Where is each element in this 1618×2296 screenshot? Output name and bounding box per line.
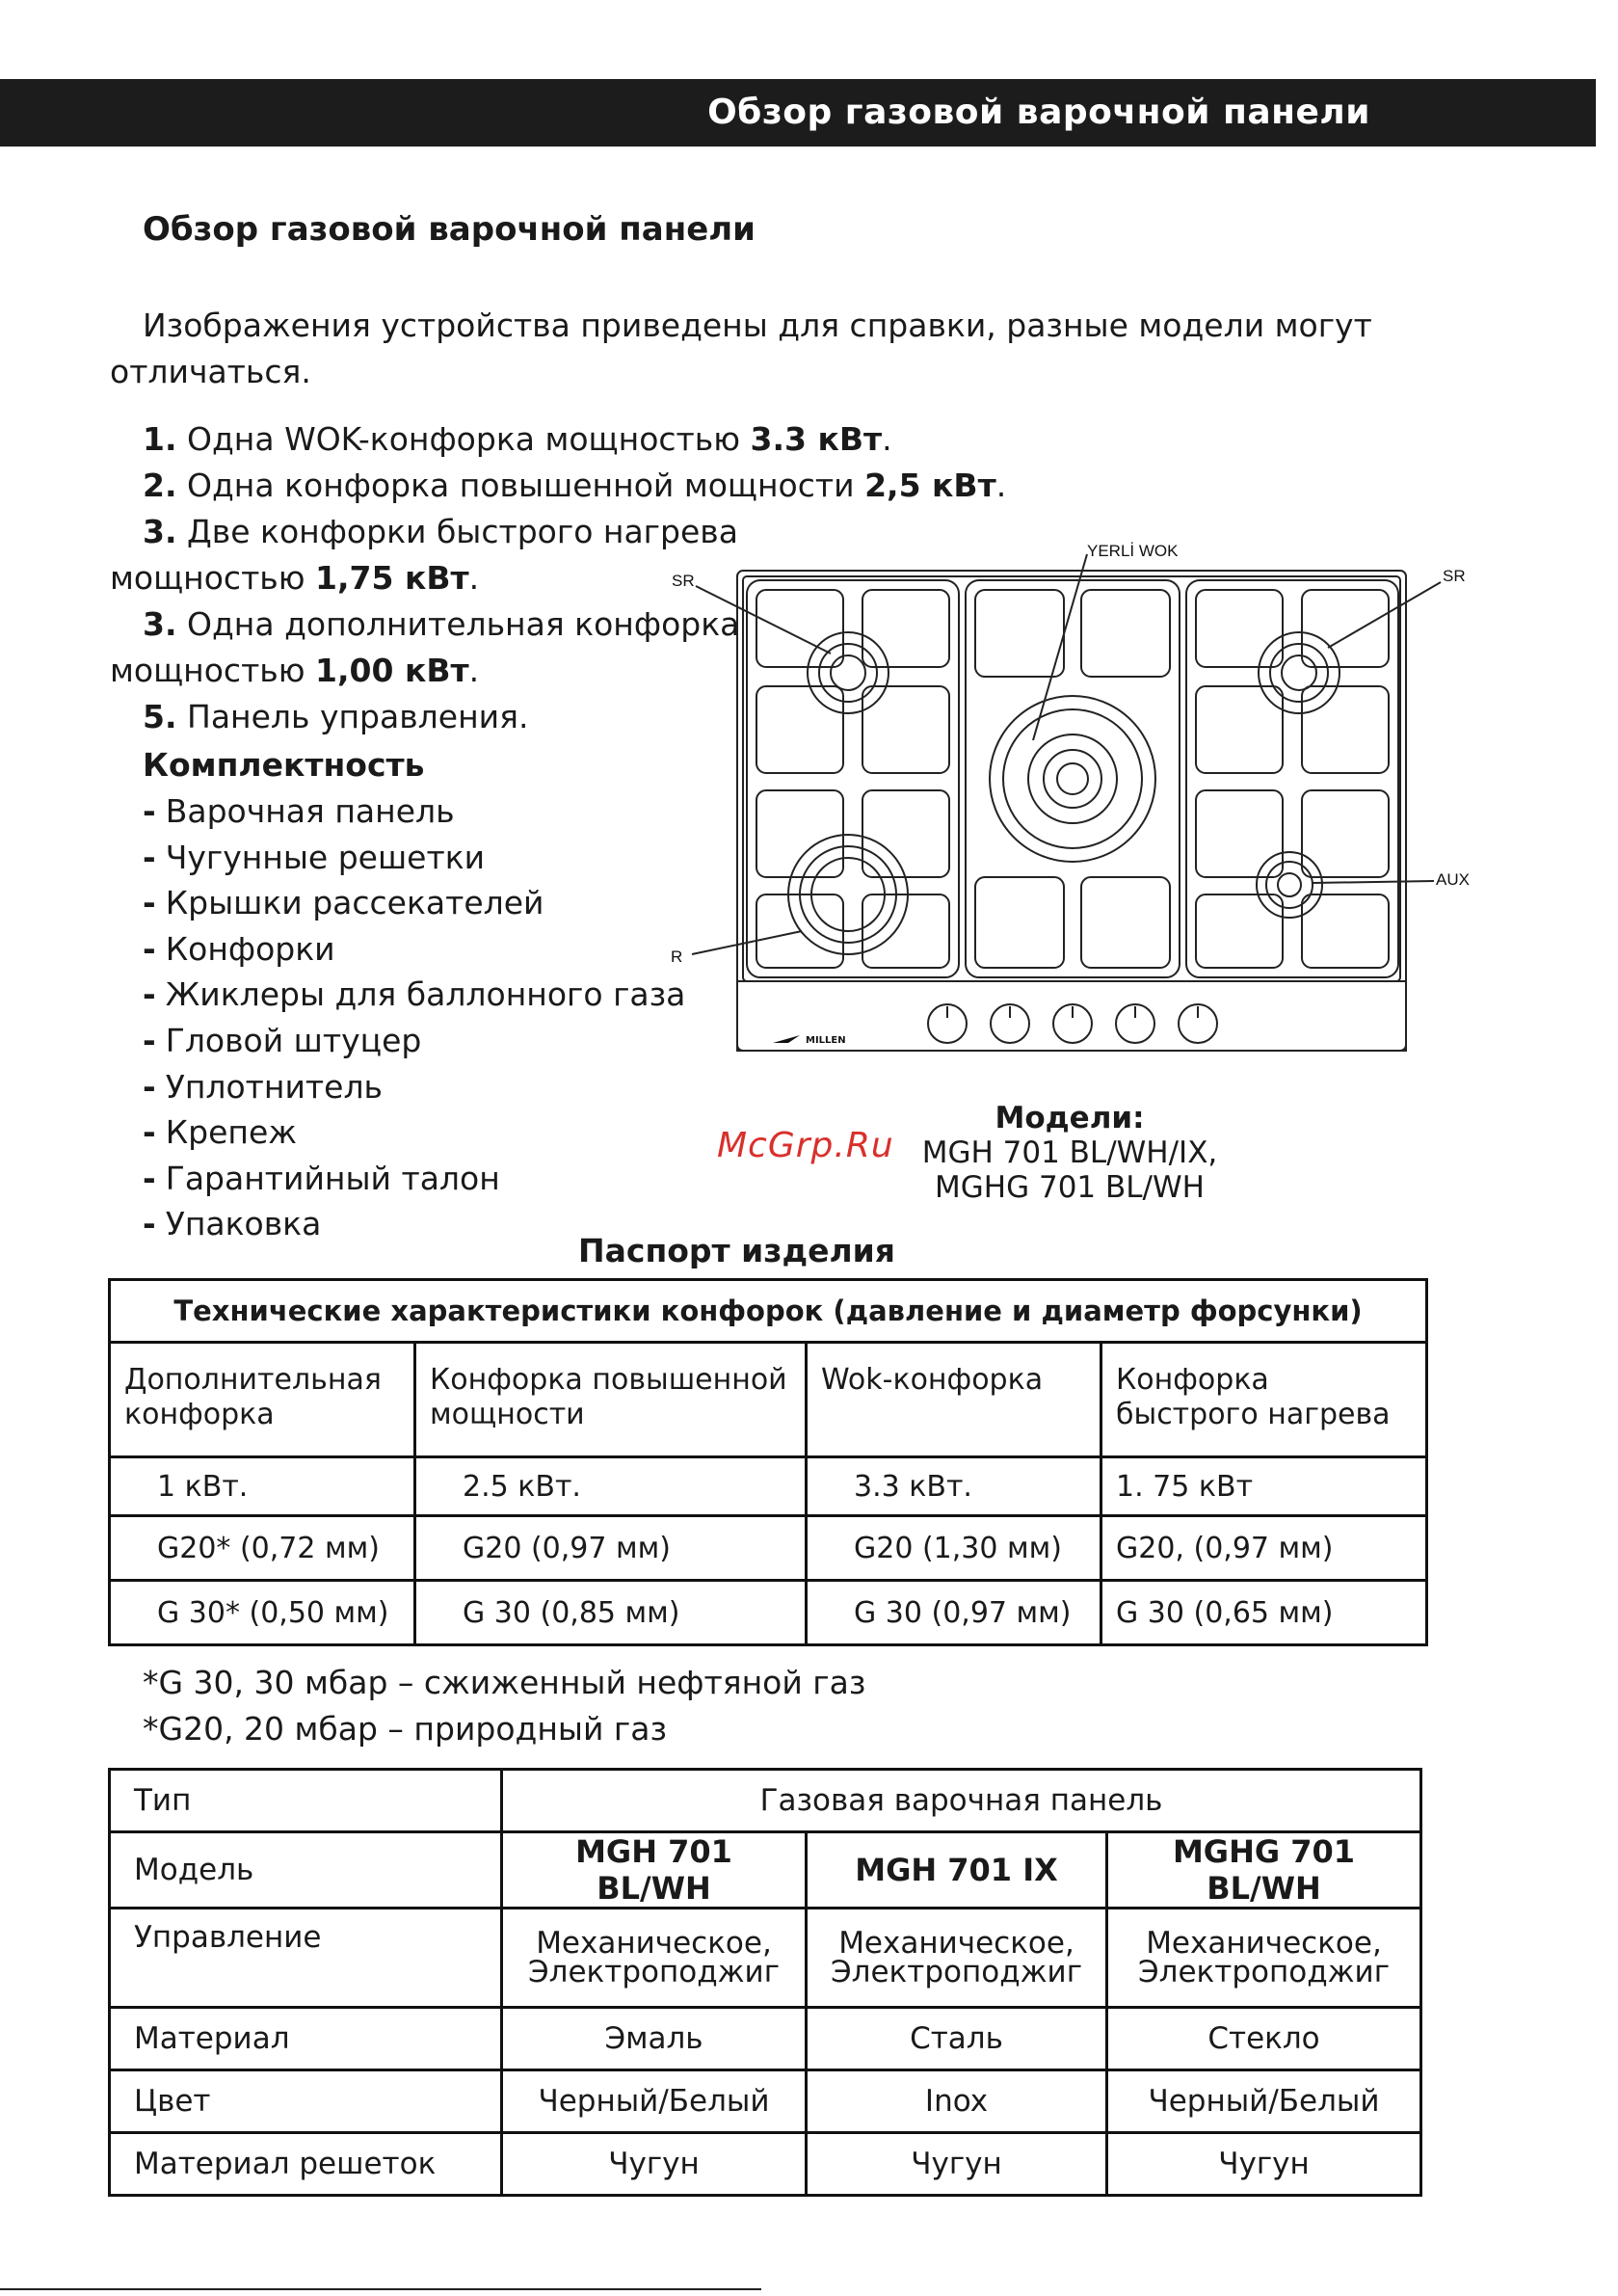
table-cell: Черный/Белый xyxy=(1107,2070,1421,2133)
models-line: MGHG 701 BL/WH xyxy=(935,1170,1205,1205)
table-cell: Сталь xyxy=(807,2008,1107,2070)
feature-item: 3. Две конфорки быстрого нагрева xyxy=(143,513,738,550)
header-title: Обзор газовой варочной панели xyxy=(707,93,1370,132)
table-header-row xyxy=(110,1343,1427,1457)
list-item: - Чугунные решетки xyxy=(143,838,486,876)
control-knobs xyxy=(928,1004,1217,1043)
table-cell: G 30 (0,65 мм) xyxy=(1101,1581,1427,1645)
models-line: MGH 701 BL/WH/IX, xyxy=(921,1135,1218,1170)
row-label: Цвет xyxy=(110,2070,502,2133)
burner-wok xyxy=(990,696,1155,862)
gas-notes xyxy=(143,1660,865,1752)
column-header: Конфорка повышенной мощности xyxy=(415,1343,807,1457)
row-label: Тип xyxy=(110,1770,502,1832)
feature-item: 2. Одна конфорка повышенной мощности 2,5 кВт. xyxy=(143,467,1007,504)
table-cell: G 30 (0,85 мм) xyxy=(415,1581,807,1645)
table-row xyxy=(110,1909,1421,2008)
table-cell: G 30* (0,50 мм) xyxy=(110,1581,415,1645)
table-cell: 2.5 кВт. xyxy=(415,1457,807,1516)
product-spec-table xyxy=(108,1768,1422,2197)
feature-item: 1. Одна WOK-конфорка мощностью 3.3 кВт. xyxy=(143,420,892,458)
table-cell: Inox xyxy=(807,2070,1107,2133)
intro-paragraph: Изображения устройства приведены для справки, разные модели могут отличаться. xyxy=(110,307,1372,390)
table-cell: Чугун xyxy=(502,2133,807,2196)
burner-aux xyxy=(1257,852,1322,918)
footer-divider xyxy=(0,2288,761,2290)
burner-sr-right xyxy=(1259,632,1339,713)
list-item: - Крепеж xyxy=(143,1113,297,1152)
models-title: Модели: xyxy=(995,1101,1145,1135)
row-label: Материал решеток xyxy=(110,2133,502,2196)
kit-title: Комплектность xyxy=(143,746,425,784)
list-item: - Гловой штуцер xyxy=(143,1021,422,1059)
table-row xyxy=(110,1516,1427,1581)
label-wok: YERLİ WOK xyxy=(1087,542,1179,560)
passport-title: Паспорт изделия xyxy=(578,1232,895,1269)
table-row xyxy=(110,2070,1421,2133)
table-cell: G20 (1,30 мм) xyxy=(807,1516,1101,1581)
list-item: - Варочная панель xyxy=(143,792,455,830)
table-cell: 1 кВт. xyxy=(110,1457,415,1516)
list-item: - Крышки рассекателей xyxy=(143,884,544,922)
note-line: *G20, 20 мбар – природный газ xyxy=(143,1710,668,1748)
list-item: - Упаковка xyxy=(143,1205,322,1243)
table-cell: Эмаль xyxy=(502,2008,807,2070)
list-item: - Уплотнитель xyxy=(143,1067,383,1106)
watermark-logo: McGrp.Ru xyxy=(717,1126,894,1165)
feature-item-cont: мощностью 1,75 кВт. xyxy=(110,559,480,597)
kit-list xyxy=(143,788,685,1247)
feature-item: 5. Панель управления. xyxy=(143,698,529,735)
svg-text:MILLEN: MILLEN xyxy=(806,1035,846,1046)
table-row xyxy=(110,1770,1421,1832)
table-cell: MGH 701 BL/WH xyxy=(502,1832,807,1909)
row-label: Управление xyxy=(110,1909,502,2008)
list-item: - Жиклеры для баллонного газа xyxy=(143,975,686,1014)
column-header: Конфорка быстрого нагрева xyxy=(1101,1343,1427,1457)
label-sr-right: SR xyxy=(1443,567,1466,585)
feature-item: 3. Одна дополнительная конфорка xyxy=(143,605,740,643)
hob-outline xyxy=(737,571,1406,1051)
header-bar xyxy=(0,79,1596,147)
table-cell: Черный/Белый xyxy=(502,2070,807,2133)
models-block xyxy=(906,1101,1233,1205)
table-cell: Чугун xyxy=(807,2133,1107,2196)
list-item: - Конфорки xyxy=(143,929,335,968)
list-item: - Гарантийный талон xyxy=(143,1159,500,1197)
burner-sr-left xyxy=(808,632,889,713)
table-row xyxy=(110,1457,1427,1516)
column-header: Wok-конфорка xyxy=(807,1343,1101,1457)
table-cell: Механическое, Электроподжиг xyxy=(502,1909,807,2008)
label-aux: AUX xyxy=(1436,870,1470,889)
table-row xyxy=(110,2133,1421,2196)
table-cell: Механическое, Электроподжиг xyxy=(1107,1909,1421,2008)
feature-item-cont: мощностью 1,00 кВт. xyxy=(110,652,480,689)
brand-logo xyxy=(773,1035,846,1046)
table-cell: Стекло xyxy=(1107,2008,1421,2070)
table-cell: G20 (0,97 мм) xyxy=(415,1516,807,1581)
row-label: Модель xyxy=(110,1832,502,1909)
table-cell: 3.3 кВт. xyxy=(807,1457,1101,1516)
table-cell: MGHG 701 BL/WH xyxy=(1107,1832,1421,1909)
note-line: *G 30, 30 мбар – сжиженный нефтяной газ xyxy=(143,1664,866,1701)
table-cell: G 30 (0,97 мм) xyxy=(807,1581,1101,1645)
label-r: R xyxy=(671,948,683,966)
column-header: Дополнительная конфорка xyxy=(110,1343,415,1457)
section-title: Обзор газовой варочной панели xyxy=(143,210,756,249)
table-cell: MGH 701 IX xyxy=(807,1832,1107,1909)
table-row xyxy=(110,1581,1427,1645)
hob-diagram xyxy=(665,535,1513,1075)
table-row xyxy=(110,2008,1421,2070)
table-cell: 1. 75 кВт xyxy=(1101,1457,1427,1516)
table-caption: Технические характеристики конфорок (давление и диаметр форсунки) xyxy=(110,1280,1427,1343)
row-label: Материал xyxy=(110,2008,502,2070)
table-cell: G20* (0,72 мм) xyxy=(110,1516,415,1581)
table-cell: G20, (0,97 мм) xyxy=(1101,1516,1427,1581)
label-sr-left: SR xyxy=(672,572,695,590)
table-cell: Механическое, Электроподжиг xyxy=(807,1909,1107,2008)
table-cell: Газовая варочная панель xyxy=(502,1770,1421,1832)
table-row xyxy=(110,1832,1421,1909)
table-cell: Чугун xyxy=(1107,2133,1421,2196)
burner-spec-table xyxy=(108,1278,1428,1646)
